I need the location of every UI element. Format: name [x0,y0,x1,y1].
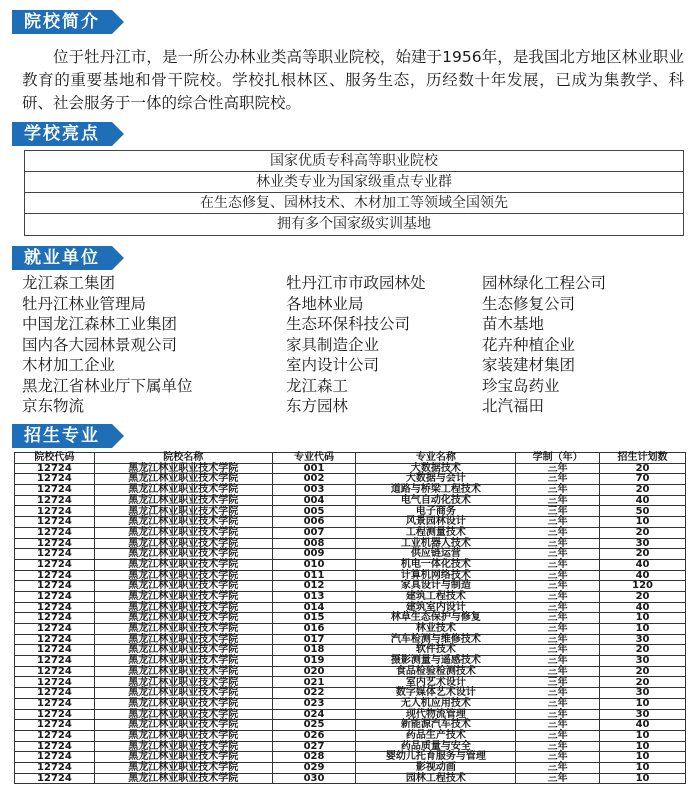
school-code-cell: 12724 [15,613,95,624]
table-row [15,613,686,624]
plan-cell: 10 [600,698,686,709]
school-name-cell: 黑龙江林业职业技术学院 [94,527,272,538]
major-code-cell: 015 [272,613,356,624]
major-name-cell: 电气自动化技术 [356,495,516,506]
table-row [15,485,686,496]
school-name-cell: 黑龙江林业职业技术学院 [94,624,272,635]
school-code-cell: 12724 [15,773,95,784]
major-name-cell: 药品质量与安全 [356,741,516,752]
major-code-cell: 018 [272,645,356,656]
school-code-cell: 12724 [15,741,95,752]
major-code-cell: 014 [272,602,356,613]
major-code-cell: 029 [272,762,356,773]
school-code-cell: 12724 [15,495,95,506]
school-name-cell: 黑龙江林业职业技术学院 [94,549,272,560]
plan-cell: 20 [600,463,686,474]
major-code-cell: 001 [272,463,356,474]
employer-item: 木材加工企业 [22,356,116,374]
table-row [15,591,686,602]
school-code-cell: 12724 [15,527,95,538]
enrollment-table [14,452,686,784]
major-name-cell: 婴幼儿托育服务与管理 [356,752,516,763]
table-row [15,741,686,752]
duration-cell: 三年 [516,762,600,773]
major-code-cell: 023 [272,698,356,709]
table-row [15,752,686,763]
school-code-cell: 12724 [15,762,95,773]
header-major-code: 专业代码 [272,453,356,464]
duration-cell: 三年 [516,474,600,485]
employers-grid [22,273,692,417]
school-name-cell: 黑龙江林业职业技术学院 [94,741,272,752]
major-code-cell: 011 [272,570,356,581]
school-name-cell: 黑龙江林业职业技术学院 [94,666,272,677]
duration-cell: 三年 [516,752,600,763]
school-name-cell: 黑龙江林业职业技术学院 [94,688,272,699]
school-code-cell: 12724 [15,656,95,667]
school-name-cell: 黑龙江林业职业技术学院 [94,506,272,517]
plan-cell: 20 [600,677,686,688]
table-row [15,762,686,773]
employer-item: 黑龙江省林业厅下属单位 [22,376,193,395]
major-name-cell: 林草生态保护与修复 [356,613,516,624]
school-name-cell: 黑龙江林业职业技术学院 [94,602,272,613]
school-code-cell: 12724 [15,624,95,635]
plan-cell: 40 [600,495,686,506]
school-name-cell: 黑龙江林业职业技术学院 [94,495,272,506]
school-name-cell: 黑龙江林业职业技术学院 [94,762,272,773]
plan-cell: 10 [600,752,686,763]
school-name-cell: 黑龙江林业职业技术学院 [94,720,272,731]
highlight-item: 拥有多个国家级实训基地 [277,216,431,232]
header-duration: 学制（年） [516,453,600,464]
highlight-item: 林业类专业为国家级重点专业群 [25,172,683,193]
school-code-cell: 12724 [15,666,95,677]
duration-cell: 三年 [516,549,600,560]
school-code-cell: 12724 [15,570,95,581]
major-code-cell: 025 [272,720,356,731]
school-code-cell: 12724 [15,517,95,528]
school-code-cell: 12724 [15,752,95,763]
plan-cell: 10 [600,730,686,741]
plan-cell: 40 [600,570,686,581]
plan-cell: 40 [600,720,686,731]
table-row [15,602,686,613]
major-name-cell: 风景园林设计 [356,517,516,528]
school-name-cell: 黑龙江林业职业技术学院 [94,538,272,549]
plan-cell: 20 [600,645,686,656]
major-code-cell: 009 [272,549,356,560]
plan-cell: 20 [600,591,686,602]
employer-item: 中国龙江森林工业集团 [22,315,178,333]
duration-cell: 三年 [516,570,600,581]
major-name-cell: 计算机网络技术 [356,570,516,581]
employer-item: 园林绿化工程公司 [482,274,607,292]
major-code-cell: 028 [272,752,356,763]
plan-cell: 30 [600,538,686,549]
school-name-cell: 黑龙江林业职业技术学院 [94,645,272,656]
section-title-majors: 招生专业 [12,424,112,448]
plan-cell: 40 [600,559,686,570]
school-code-cell: 12724 [15,677,95,688]
major-name-cell: 大数据与会计 [356,474,516,485]
plan-cell: 10 [600,773,686,784]
table-row [15,495,686,506]
duration-cell: 三年 [516,773,600,784]
section-title-highlights: 学校亮点 [12,122,112,146]
school-code-cell: 12724 [15,559,95,570]
plan-cell: 30 [600,688,686,699]
table-row [15,581,686,592]
duration-cell: 三年 [516,634,600,645]
major-code-cell: 006 [272,517,356,528]
employer-item: 各地林业局 [286,294,364,313]
duration-cell: 三年 [516,602,600,613]
section-title-intro: 院校简介 [12,10,112,34]
school-name-cell: 黑龙江林业职业技术学院 [94,591,272,602]
major-name-cell: 机电一体化技术 [356,559,516,570]
major-code-cell: 010 [272,559,356,570]
duration-cell: 三年 [516,720,600,731]
school-code-cell: 12724 [15,506,95,517]
school-name-cell: 黑龙江林业职业技术学院 [94,559,272,570]
table-row [15,474,686,485]
duration-cell: 三年 [516,645,600,656]
table-row [15,624,686,635]
employer-item: 东方园林 [286,397,349,415]
duration-cell: 三年 [516,709,600,720]
duration-cell: 三年 [516,495,600,506]
plan-cell: 10 [600,613,686,624]
table-row [15,666,686,677]
major-code-cell: 030 [272,773,356,784]
major-name-cell: 园林工程技术 [356,773,516,784]
duration-cell: 三年 [516,559,600,570]
employer-item: 家具制造企业 [286,335,380,354]
major-code-cell: 021 [272,677,356,688]
major-name-cell: 室内艺术设计 [356,677,516,688]
major-code-cell: 004 [272,495,356,506]
school-name-cell: 黑龙江林业职业技术学院 [94,677,272,688]
duration-cell: 三年 [516,688,600,699]
plan-cell: 10 [600,517,686,528]
major-code-cell: 020 [272,666,356,677]
employer-item: 珍宝岛药业 [482,376,560,395]
table-row [15,570,686,581]
duration-cell: 三年 [516,666,600,677]
table-row [15,645,686,656]
major-code-cell: 024 [272,709,356,720]
major-code-cell: 002 [272,474,356,485]
major-name-cell: 软件技术 [356,645,516,656]
school-code-cell: 12724 [15,709,95,720]
major-code-cell: 022 [272,688,356,699]
table-row [15,698,686,709]
duration-cell: 三年 [516,517,600,528]
school-name-cell: 黑龙江林业职业技术学院 [94,570,272,581]
duration-cell: 三年 [516,527,600,538]
header-plan: 招生计划数 [600,453,686,464]
table-row [15,559,686,570]
table-row [15,634,686,645]
school-code-cell: 12724 [15,730,95,741]
table-row [15,688,686,699]
table-row [15,549,686,560]
table-body [15,463,686,784]
header-major-name: 专业名称 [356,453,516,464]
highlights-box [24,150,684,236]
major-code-cell: 008 [272,538,356,549]
school-name-cell: 黑龙江林业职业技术学院 [94,773,272,784]
school-code-cell: 12724 [15,581,95,592]
plan-cell: 40 [600,602,686,613]
highlight-item: 国家优质专科高等职业院校 [25,151,683,172]
major-name-cell: 现代物流管理 [356,709,516,720]
duration-cell: 三年 [516,613,600,624]
major-code-cell: 013 [272,591,356,602]
header-school-code: 院校代码 [15,453,95,464]
employer-item: 龙江森工集团 [22,274,116,292]
plan-cell: 20 [600,485,686,496]
school-name-cell: 黑龙江林业职业技术学院 [94,474,272,485]
duration-cell: 三年 [516,741,600,752]
plan-cell: 120 [600,581,686,592]
school-name-cell: 黑龙江林业职业技术学院 [94,581,272,592]
major-name-cell: 供应链运营 [356,549,516,560]
duration-cell: 三年 [516,730,600,741]
major-name-cell: 食品检验检测技术 [356,666,516,677]
plan-cell: 10 [600,624,686,635]
table-row [15,677,686,688]
employer-item: 室内设计公司 [286,356,380,374]
section-title-employers: 就业单位 [12,246,112,270]
duration-cell: 三年 [516,591,600,602]
major-name-cell: 无人机应用技术 [356,698,516,709]
major-name-cell: 数字媒体艺术设计 [356,688,516,699]
major-code-cell: 017 [272,634,356,645]
employer-item: 苗木基地 [482,315,545,333]
plan-cell: 30 [600,656,686,667]
plan-cell: 50 [600,506,686,517]
major-code-cell: 003 [272,485,356,496]
employer-item: 花卉种植企业 [482,335,576,354]
highlight-item: 在生态修复、园林技术、木材加工等领域全国领先 [25,193,683,214]
table-row [15,730,686,741]
school-code-cell: 12724 [15,591,95,602]
school-code-cell: 12724 [15,463,95,474]
employer-item: 牡丹江林业管理局 [22,294,147,313]
table-row [15,656,686,667]
school-name-cell: 黑龙江林业职业技术学院 [94,485,272,496]
table-row [15,527,686,538]
plan-cell: 30 [600,634,686,645]
school-code-cell: 12724 [15,720,95,731]
duration-cell: 三年 [516,698,600,709]
school-code-cell: 12724 [15,538,95,549]
duration-cell: 三年 [516,538,600,549]
plan-cell: 70 [600,474,686,485]
employer-item: 龙江森工 [286,376,349,395]
major-code-cell: 019 [272,656,356,667]
school-name-cell: 黑龙江林业职业技术学院 [94,463,272,474]
major-name-cell: 电子商务 [356,506,516,517]
school-code-cell: 12724 [15,549,95,560]
table-row [15,709,686,720]
employer-item: 国内各大园林景观公司 [22,335,178,354]
table-row [15,463,686,474]
major-code-cell: 016 [272,624,356,635]
school-name-cell: 黑龙江林业职业技术学院 [94,517,272,528]
table-row [15,720,686,731]
school-code-cell: 12724 [15,688,95,699]
major-name-cell: 建筑室内设计 [356,602,516,613]
duration-cell: 三年 [516,485,600,496]
table-header-row [15,453,686,464]
major-code-cell: 005 [272,506,356,517]
duration-cell: 三年 [516,677,600,688]
school-name-cell: 黑龙江林业职业技术学院 [94,709,272,720]
employer-item: 生态修复公司 [482,294,576,313]
major-name-cell: 大数据技术 [356,463,516,474]
major-name-cell: 汽车检测与维修技术 [356,634,516,645]
school-name-cell: 黑龙江林业职业技术学院 [94,634,272,645]
major-name-cell: 工程测量技术 [356,527,516,538]
major-code-cell: 027 [272,741,356,752]
employer-item: 牡丹江市市政园林处 [286,274,426,292]
duration-cell: 三年 [516,463,600,474]
employer-item: 北汽福田 [482,397,545,415]
major-name-cell: 药品生产技术 [356,730,516,741]
major-name-cell: 影视动画 [356,762,516,773]
school-code-cell: 12724 [15,474,95,485]
major-name-cell: 新能源汽车技术 [356,720,516,731]
duration-cell: 三年 [516,506,600,517]
school-code-cell: 12724 [15,634,95,645]
employer-item: 家装建材集团 [482,356,576,374]
intro-paragraph: 位于牡丹江市，是一所公办林业类高等职业院校，始建于1956年，是我国北方地区林业职业教育的重要基地和骨干院校。学校扎根林区、服务生态，历经数十年发展，已成为集教学、科研、社会服务于一体的综合性高职院校。 [22,48,684,112]
school-name-cell: 黑龙江林业职业技术学院 [94,613,272,624]
table-row [15,506,686,517]
major-code-cell: 007 [272,527,356,538]
plan-cell: 10 [600,741,686,752]
major-name-cell: 建筑工程技术 [356,591,516,602]
school-code-cell: 12724 [15,698,95,709]
major-name-cell: 家具设计与制造 [356,581,516,592]
plan-cell: 10 [600,762,686,773]
table-row [15,538,686,549]
school-code-cell: 12724 [15,645,95,656]
header-school-name: 院校名称 [94,453,272,464]
major-name-cell: 道路与桥梁工程技术 [356,485,516,496]
school-name-cell: 黑龙江林业职业技术学院 [94,730,272,741]
plan-cell: 20 [600,549,686,560]
school-name-cell: 黑龙江林业职业技术学院 [94,698,272,709]
school-code-cell: 12724 [15,602,95,613]
duration-cell: 三年 [516,656,600,667]
employer-item: 京东物流 [22,397,85,415]
major-name-cell: 林业技术 [356,624,516,635]
duration-cell: 三年 [516,624,600,635]
plan-cell: 20 [600,527,686,538]
major-code-cell: 026 [272,730,356,741]
major-code-cell: 012 [272,581,356,592]
school-name-cell: 黑龙江林业职业技术学院 [94,656,272,667]
major-name-cell: 工业机器人技术 [356,538,516,549]
employer-item: 生态环保科技公司 [286,315,411,333]
major-name-cell: 摄影测量与遥感技术 [356,656,516,667]
plan-cell: 20 [600,666,686,677]
table-row [15,517,686,528]
duration-cell: 三年 [516,581,600,592]
plan-cell: 30 [600,709,686,720]
school-name-cell: 黑龙江林业职业技术学院 [94,752,272,763]
table-row [15,773,686,784]
school-code-cell: 12724 [15,485,95,496]
